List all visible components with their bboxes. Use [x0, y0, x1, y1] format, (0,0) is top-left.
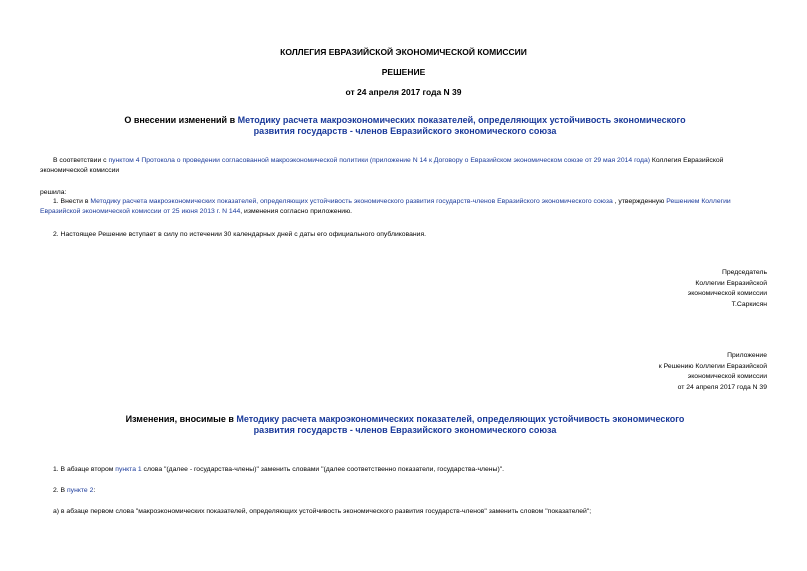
intro-paragraph: [40, 156, 772, 176]
doc-type-heading: РЕШЕНИЕ: [381, 67, 426, 77]
point-2-link[interactable]: пункте 2: [66, 487, 94, 494]
decided-label: решила:: [40, 189, 67, 196]
signature-line-3: экономической комиссии: [687, 290, 767, 297]
change-1-paragraph: [53, 465, 504, 475]
change-2-text-1: 2. В: [53, 487, 67, 494]
intro-text-1: В соответствии с: [53, 157, 109, 164]
change-2-paragraph: [53, 486, 95, 496]
item-1-paragraph: [40, 197, 772, 217]
signature-block: [688, 268, 767, 310]
appendix-line-2: к Решению Коллегии Евразийской: [658, 362, 767, 370]
signature-name: Т.Саркисян: [731, 300, 767, 308]
methodology-link[interactable]: Методику расчета макроэкономических показателей, определяющих устойчивость экономического развития государств-членов Евразийского экономического союза: [90, 198, 613, 205]
org-heading: КОЛЛЕГИЯ ЕВРАЗИЙСКОЙ ЭКОНОМИЧЕСКОЙ КОМИССИИ: [280, 47, 527, 57]
change-2a-paragraph: а) в абзаце первом слова "макроэкономических показателей, определяющих устойчивость экономического развития государств-членов" заменить словом "показателей";: [53, 508, 592, 515]
change-2-text-2: :: [93, 487, 96, 494]
item-1-text-2: , утвержденную: [612, 198, 667, 205]
signature-line-1: Председатель: [722, 269, 767, 276]
changes-title: [110, 414, 700, 436]
point-1-link[interactable]: пункта 1: [115, 466, 142, 473]
item-1-text-3: , изменения согласно приложению.: [240, 208, 353, 215]
item-1-text-1: 1. Внести в: [53, 198, 91, 205]
change-1-text-2: слова "(далее - государства-члены)" заменить словами "(далее соответственно показатели, государства-члены)".: [141, 466, 505, 473]
title-methodology-link[interactable]: Методику расчета макроэкономических показателей, определяющих устойчивость экономического развития государств - членов Евразийского экономического союза: [237, 115, 686, 136]
change-1-text-1: 1. В абзаце втором: [53, 466, 116, 473]
doc-date: от 24 апреля 2017 года N 39: [345, 87, 462, 97]
signature-line-2: Коллегии Евразийской: [695, 279, 767, 287]
appendix-line-3: экономической комиссии: [687, 373, 767, 380]
intro-text-2: Коллегия Евразийской экономической комиссии: [40, 157, 724, 174]
decision-144-link[interactable]: Решением Коллегии Евразийской экономической комиссии от 25 июня 2013 г. N 144: [40, 198, 731, 215]
appendix-line-4: от 24 апреля 2017 года N 39: [677, 383, 767, 391]
changes-title-prefix: Изменения, вносимые в: [125, 414, 237, 424]
title-prefix: О внесении изменений в: [124, 115, 238, 125]
item-2-paragraph: 2. Настоящее Решение вступает в силу по истечении 30 календарных дней с даты его официального опубликования.: [53, 231, 427, 238]
changes-methodology-link[interactable]: Методику расчета макроэкономических показателей, определяющих устойчивость экономического развития государств - членов Евразийского экономического союза: [236, 414, 685, 435]
appendix-line-1: Приложение: [727, 352, 767, 359]
protocol-link[interactable]: пунктом 4 Протокола о проведении согласованной макроэкономической политики (приложение N 14 к Договору о Евразийском экономическом союзе от 29 мая 2014 года): [108, 157, 651, 164]
appendix-block: [659, 351, 767, 393]
document-title: [110, 115, 700, 137]
